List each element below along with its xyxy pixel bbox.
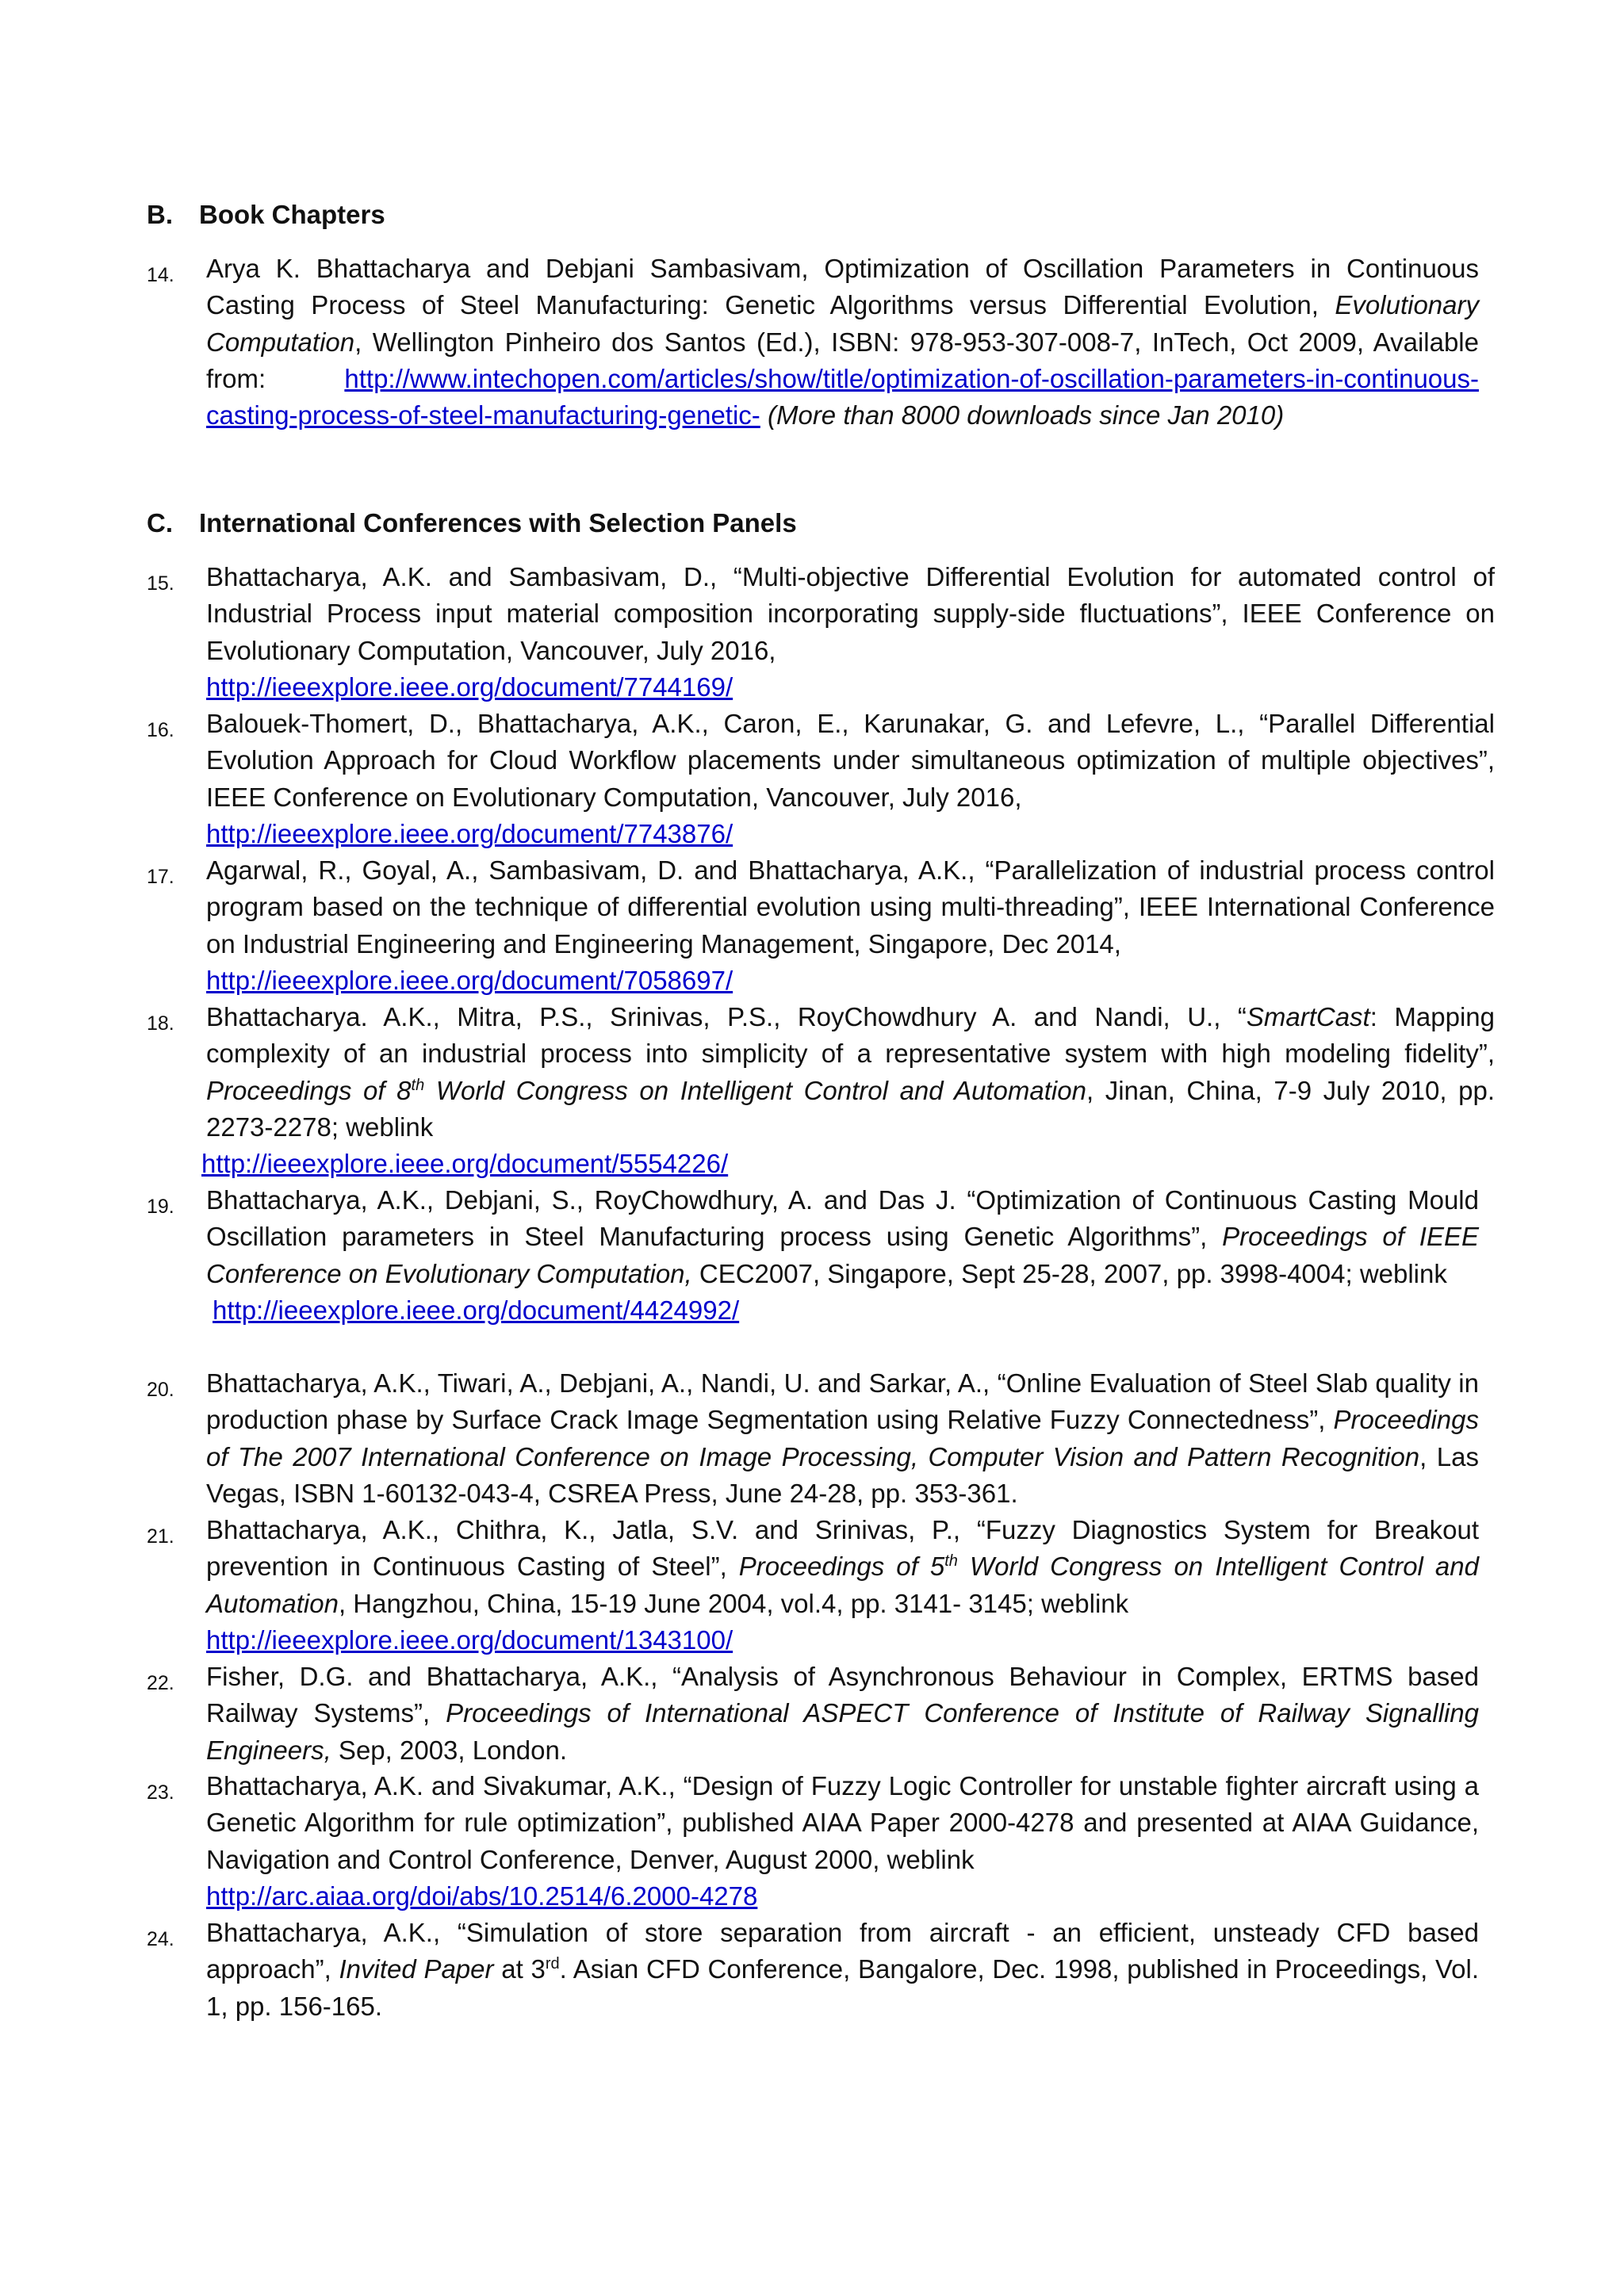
- item-text: Balouek-Thomert, D., Bhattacharya, A.K., Caron, E., Karunakar, G. and Lefevre, L., “Parallel Differential Evolution Approach for Cloud Workflow placements under simultaneous optimization of multiple objectives”, IEEE Conference on Evolutionary Computation, Vancouver, July 2016, http://ieeexplore.ieee.org/document/7743876/: [206, 709, 1495, 848]
- item-text: Bhattacharya, A.K., Chithra, K., Jatla, S.V. and Srinivas, P., “Fuzzy Diagnostics System for Breakout prevention in Continuous Casting of Steel”, Proceedings of 5th World Congress on Intelligent Control and Automation, Hangzhou, China, 15-19 June 2004, vol.4, pp. 3141- 3145; weblink http://ieeexplore.ieee.org/document/1343100/: [206, 1515, 1479, 1655]
- item-number: 20.: [147, 1379, 174, 1401]
- item-text: Bhattacharya, A.K., Debjani, S., RoyChowdhury, A. and Das J. “Optimization of Continuous Casting Mould Oscillation parameters in Steel Manufacturing process using Genetic Algorithms”, Proceedings of IEEE Conference on Evolutionary Computation, CEC2007, Singapore, Sept 25-28, 2007, pp. 3998-4004; weblink http://ieeexplore.ieee.org/document/4424992/: [206, 1185, 1480, 1325]
- item-text: Bhattacharya, A.K., “Simulation of store separation from aircraft - an efficient, unsteady CFD based approach”, Invited Paper at 3rd. Asian CFD Conference, Bangalore, Dec. 1998, published in Proceedings, Vol. 1, pp. 156-165.: [206, 1918, 1480, 2021]
- item-link[interactable]: http://ieeexplore.ieee.org/document/7058697/: [206, 965, 733, 995]
- item-text: Bhattacharya, A.K. and Sambasivam, D., “Multi-objective Differential Evolution for automated control of Industrial Process input material composition incorporating supply-side fluctuations”, IEEE Conference on Evolutionary Computation, Vancouver, July 2016, http://ieeexplore.ieee.org/document/7744169/: [206, 562, 1495, 702]
- item-text: Arya K. Bhattacharya and Debjani Sambasivam, Optimization of Oscillation Parameters in Continuous Casting Process of Steel Manufacturing: Genetic Algorithms versus Differential Evolution, Evolutionary Computation, Wellington Pinheiro dos Santos (Ed.), ISBN: 978-953-307-008-7, InTech, Oct 2009, Available from: http://www.intechopen.com/articles/show/title/optimization-of-oscillation-parameters-in-continuous-casting-process-of-steel-manufacturing-genetic- (More than 8000 downloads since Jan 2010): [206, 254, 1479, 430]
- item-text: Bhattacharya, A.K., Tiwari, A., Debjani, A., Nandi, U. and Sarkar, A., “Online Evaluation of Steel Slab quality in production phase by Surface Crack Image Segmentation using Relative Fuzzy Connectedness”, Proceedings of The 2007 International Conference on Image Processing, Computer Vision and Pattern Recognition, Las Vegas, ISBN 1-60132-043-4, CSREA Press, June 24-28, pp. 353-361.: [206, 1368, 1479, 1508]
- item-link[interactable]: http://ieeexplore.ieee.org/document/7743876/: [206, 818, 733, 848]
- section-heading-international-conferences: [147, 505, 797, 541]
- item-number: 18.: [147, 1012, 174, 1035]
- item-text: Fisher, D.G. and Bhattacharya, A.K., “Analysis of Asynchronous Behaviour in Complex, ERTMS based Railway Systems”, Proceedings of International ASPECT Conference of Institute of Railway Signalling Engineers, Sep, 2003, London.: [206, 1662, 1479, 1765]
- item-number: 15.: [147, 572, 174, 595]
- item-number: 24.: [147, 1928, 174, 1950]
- item-link[interactable]: http://arc.aiaa.org/doi/abs/10.2514/6.2000-4278: [206, 1881, 758, 1911]
- item-text: Bhattacharya. A.K., Mitra, P.S., Srinivas, P.S., RoyChowdhury A. and Nandi, U., “SmartCast: Mapping complexity of an industrial process into simplicity of a representative system with high modeling fidelity”, Proceedings of 8th World Congress on Intelligent Control and Automation, Jinan, China, 7-9 July 2010, pp. 2273-2278; weblink http://ieeexplore.ieee.org/document/5554226/: [201, 1002, 1495, 1179]
- item-text: Agarwal, R., Goyal, A., Sambasivam, D. and Bhattacharya, A.K., “Parallelization of industrial process control program based on the technique of differential evolution using multi-threading”, IEEE International Conference on Industrial Engineering and Engineering Management, Singapore, Dec 2014, http://ieeexplore.ieee.org/document/7058697/: [206, 855, 1495, 995]
- item-number: 17.: [147, 866, 174, 888]
- item-number: 16.: [147, 719, 174, 741]
- item-link[interactable]: http://ieeexplore.ieee.org/document/7744169/: [206, 672, 733, 702]
- item-number: 21.: [147, 1525, 174, 1548]
- item-link[interactable]: http://www.intechopen.com/articles/show/title/optimization-of-oscillation-parameters-in-continuous-casting-process-of-steel-manufacturing-genetic-: [206, 363, 1479, 430]
- section-letter: B.: [147, 200, 173, 229]
- section-title: Book Chapters: [199, 200, 385, 229]
- item-number: 23.: [147, 1781, 174, 1804]
- item-number: 14.: [147, 264, 174, 286]
- item-number: 22.: [147, 1672, 174, 1694]
- item-link[interactable]: http://ieeexplore.ieee.org/document/4424992/: [213, 1295, 740, 1325]
- section-letter: C.: [147, 508, 173, 538]
- item-link[interactable]: http://ieeexplore.ieee.org/document/5554226/: [201, 1149, 729, 1179]
- item-link[interactable]: http://ieeexplore.ieee.org/document/1343100/: [206, 1624, 733, 1655]
- item-number: 19.: [147, 1196, 174, 1218]
- section-title: International Conferences with Selection Panels: [199, 508, 797, 538]
- section-heading-book-chapters: [147, 197, 385, 233]
- item-text: Bhattacharya, A.K. and Sivakumar, A.K., “Design of Fuzzy Logic Controller for unstable fighter aircraft using a Genetic Algorithm for rule optimization”, published AIAA Paper 2000-4278 and presented at AIAA Guidance, Navigation and Control Conference, Denver, August 2000, weblink http://arc.aiaa.org/doi/abs/10.2514/6.2000-4278: [206, 1771, 1479, 1911]
